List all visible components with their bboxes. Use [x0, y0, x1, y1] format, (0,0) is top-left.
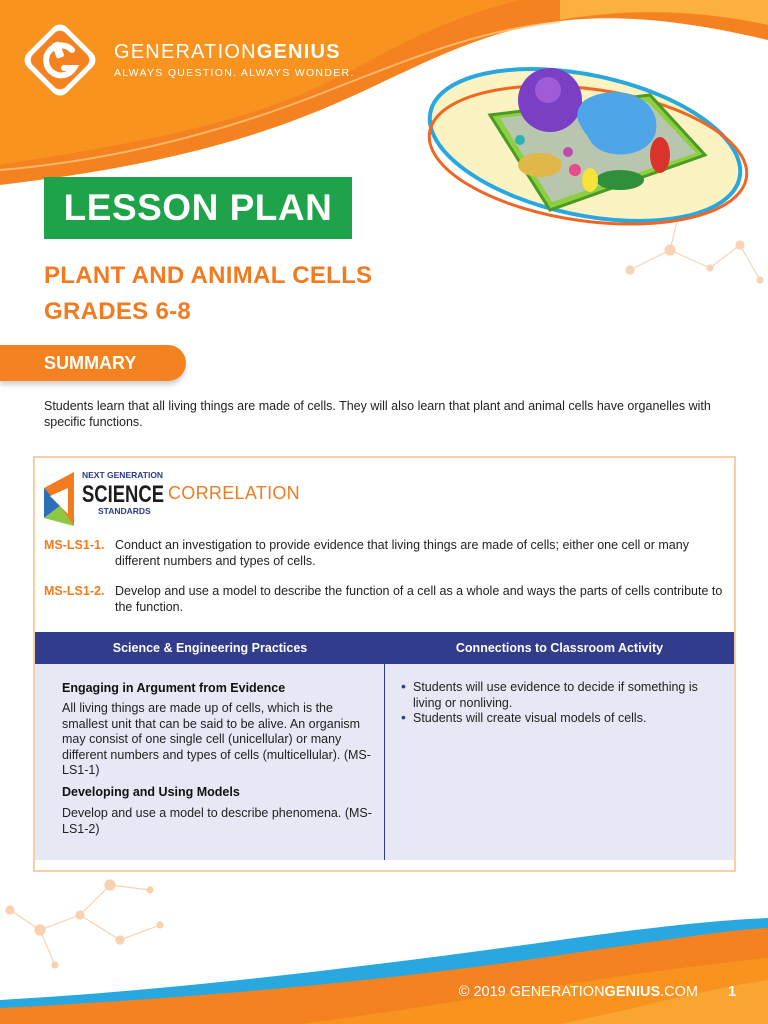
page-number: 1: [728, 984, 737, 1000]
plant-cell-illustration: [420, 60, 750, 250]
classroom-connections-list: [399, 680, 724, 727]
standard-text: Develop and use a model to describe the function of a cell as a whole and ways the parts of cells contribute to the function.: [115, 584, 723, 614]
ngss-logo-line1: NEXT GENERATION: [82, 470, 164, 480]
summary-text: Students learn that all living things are made of cells. They will also learn that plant and animal cells have organelles with specific functions.: [44, 399, 711, 429]
practice-heading: Engaging in Argument from Evidence: [62, 681, 286, 695]
standard-code: MS-LS1-1.: [44, 538, 105, 552]
list-item: • Students will create visual models of cells.: [399, 711, 724, 727]
table-column-divider: [384, 664, 385, 860]
practice-text: All living things are made up of cells, which is the smallest unit that can be said to be alive. An organism may consist of one single cell (unicellular) or many different numbers and types of cells (multicellular). (MS-LS1-1): [62, 701, 371, 777]
brand-name: GENERATIONGENIUS: [114, 41, 341, 63]
correlation-title: CORRELATION: [168, 483, 300, 503]
footer-copyright: © 2019 GENERATIONGENIUS.COM: [458, 984, 698, 1000]
standard-text: Conduct an investigation to provide evidence that living things are made of cells; either one cell or many different numbers and types of cells.: [115, 538, 689, 568]
ngss-logo-line3: STANDARDS: [98, 506, 151, 516]
ngss-logo-line2: SCIENCE: [82, 481, 164, 508]
practice-text: Develop and use a model to describe phenomena. (MS-LS1-2): [62, 806, 372, 836]
practice-heading: Developing and Using Models: [62, 785, 240, 799]
ngss-logo-icon: [40, 466, 172, 532]
lesson-title: PLANT AND ANIMAL CELLS: [44, 262, 373, 289]
grade-level: GRADES 6-8: [44, 298, 192, 325]
generation-genius-logo-icon: [20, 20, 100, 100]
column-header-connections: Connections to Classroom Activity: [455, 641, 664, 655]
list-item: • Students will use evidence to decide if something is living or nonliving.: [399, 680, 724, 711]
correlation-table-header: [35, 632, 734, 664]
summary-heading: SUMMARY: [44, 353, 137, 373]
footer-wave-background: [0, 880, 768, 1024]
standard-code: MS-LS1-2.: [44, 584, 105, 598]
column-header-practices: Science & Engineering Practices: [112, 641, 308, 655]
brand-tagline: ALWAYS QUESTION. ALWAYS WONDER.: [114, 67, 355, 79]
lesson-plan-banner: LESSON PLAN: [44, 177, 352, 239]
